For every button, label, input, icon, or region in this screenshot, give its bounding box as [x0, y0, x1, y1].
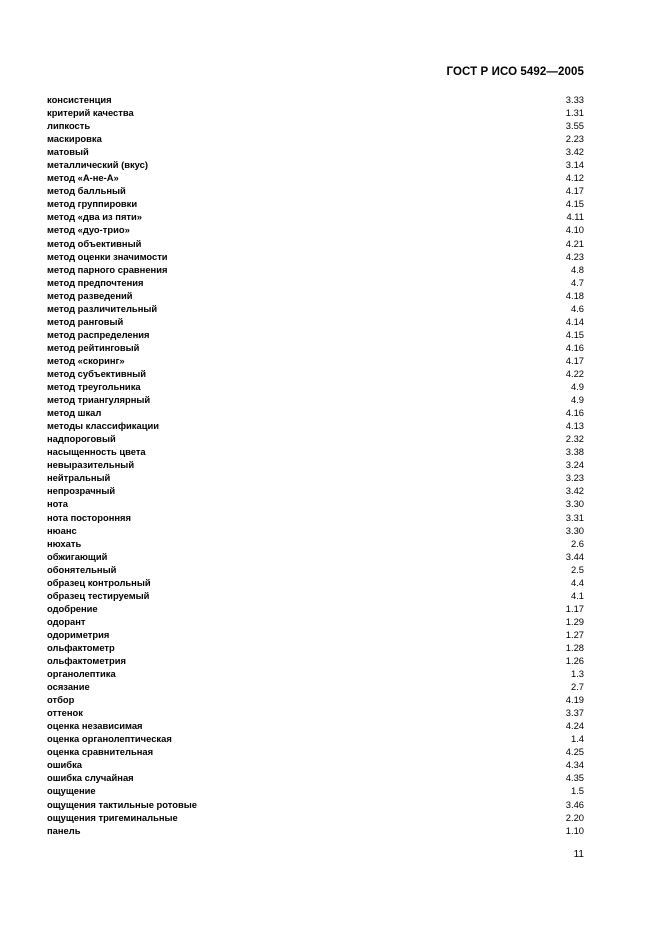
index-entry — [47, 158, 584, 171]
index-reference: 4.9 — [570, 381, 584, 393]
index-term: нейтральный — [47, 472, 111, 484]
index-reference: 4.13 — [565, 420, 584, 432]
index-entry — [47, 197, 584, 210]
index-term: метод предпочтения — [47, 276, 144, 288]
index-entry — [47, 615, 584, 628]
index-entry — [47, 824, 584, 837]
index-entry — [47, 276, 584, 289]
index-term: метод группировки — [47, 198, 138, 210]
index-term: метод «дуо-трио» — [47, 224, 130, 236]
index-reference: 1.27 — [565, 628, 584, 640]
index-entry — [47, 419, 584, 432]
index-entry — [47, 628, 584, 641]
index-reference: 4.8 — [570, 263, 584, 275]
index-term: метод различительный — [47, 302, 158, 314]
index-entry — [47, 693, 584, 706]
index-reference: 4.19 — [565, 694, 584, 706]
index-term: нота посторонняя — [47, 511, 131, 523]
index-entry — [47, 432, 584, 445]
index-term: метод «два из пяти» — [47, 211, 143, 223]
index-entry — [47, 263, 584, 276]
index-entry — [47, 602, 584, 615]
index-term: метод треугольника — [47, 381, 141, 393]
index-entry — [47, 406, 584, 419]
index-term: одориметрия — [47, 628, 110, 640]
index-reference: 3.42 — [565, 146, 584, 158]
index-term: метод объективный — [47, 237, 142, 249]
index-reference: 3.37 — [565, 707, 584, 719]
index-reference: 3.55 — [565, 120, 584, 132]
index-entry — [47, 771, 584, 784]
term-index-list — [47, 93, 584, 837]
index-reference: 4.23 — [565, 250, 584, 262]
index-reference: 4.1 — [570, 589, 584, 601]
index-term: образец контрольный — [47, 576, 151, 588]
index-term: невыразительный — [47, 459, 135, 471]
index-entry — [47, 445, 584, 458]
index-term: критерий качества — [47, 107, 134, 119]
index-entry — [47, 328, 584, 341]
index-entry — [47, 302, 584, 315]
index-entry — [47, 471, 584, 484]
index-reference: 3.23 — [565, 472, 584, 484]
index-reference: 4.16 — [565, 341, 584, 353]
index-entry — [47, 458, 584, 471]
index-entry — [47, 354, 584, 367]
index-entry — [47, 106, 584, 119]
index-reference: 3.30 — [565, 498, 584, 510]
index-term: липкость — [47, 120, 91, 132]
index-term: ощущения тактильные ротовые — [47, 798, 197, 810]
index-reference: 4.24 — [565, 720, 584, 732]
index-entry — [47, 537, 584, 550]
index-term: оценка сравнительная — [47, 746, 154, 758]
index-reference: 1.26 — [565, 655, 584, 667]
index-term: метод рейтинговый — [47, 341, 140, 353]
index-entry — [47, 811, 584, 824]
index-reference: 3.14 — [565, 159, 584, 171]
index-entry — [47, 641, 584, 654]
index-reference: 1.5 — [570, 785, 584, 797]
index-entry — [47, 484, 584, 497]
index-term: метод распределения — [47, 328, 150, 340]
index-term: обжигающий — [47, 550, 108, 562]
index-reference: 4.25 — [565, 746, 584, 758]
index-term: осязание — [47, 681, 90, 693]
index-reference: 3.30 — [565, 524, 584, 536]
index-term: органолептика — [47, 668, 116, 680]
index-term: ольфактометр — [47, 641, 115, 653]
index-entry — [47, 524, 584, 537]
index-entry — [47, 237, 584, 250]
index-reference: 3.31 — [565, 511, 584, 523]
index-entry — [47, 341, 584, 354]
index-term: ольфактометрия — [47, 655, 126, 667]
index-entry — [47, 367, 584, 380]
index-term: насыщенность цвета — [47, 446, 146, 458]
index-reference: 2.6 — [570, 537, 584, 549]
index-reference: 4.15 — [565, 198, 584, 210]
index-term: нюанс — [47, 524, 77, 536]
index-reference: 4.15 — [565, 328, 584, 340]
index-term: маскировка — [47, 133, 102, 145]
index-entry — [47, 145, 584, 158]
index-term: нюхать — [47, 537, 82, 549]
index-term: оценка независимая — [47, 720, 143, 732]
index-entry — [47, 250, 584, 263]
index-term: метод разведений — [47, 289, 133, 301]
index-entry — [47, 589, 584, 602]
index-term: метод балльный — [47, 185, 126, 197]
index-term: метод шкал — [47, 407, 102, 419]
index-entry — [47, 680, 584, 693]
standard-code: ГОСТ Р ИСО 5492—2005 — [446, 66, 584, 78]
index-term: метод оценки значимости — [47, 250, 168, 262]
index-term: консистенция — [47, 94, 112, 105]
index-entry — [47, 223, 584, 236]
index-term: надпороговый — [47, 433, 116, 445]
index-reference: 1.3 — [570, 668, 584, 680]
index-reference: 2.20 — [565, 811, 584, 823]
page-header — [446, 66, 584, 78]
index-entry — [47, 184, 584, 197]
index-reference: 4.12 — [565, 172, 584, 184]
index-reference: 4.17 — [565, 354, 584, 366]
index-entry — [47, 132, 584, 145]
index-reference: 4.7 — [570, 276, 584, 288]
index-term: метод «А-не-А» — [47, 172, 119, 184]
index-entry — [47, 93, 584, 106]
index-reference: 4.10 — [565, 224, 584, 236]
index-reference: 4.34 — [565, 759, 584, 771]
index-term: оценка органолептическая — [47, 733, 172, 745]
index-reference: 4.9 — [570, 394, 584, 406]
index-entry — [47, 667, 584, 680]
index-reference: 3.42 — [565, 485, 584, 497]
index-term: метод субъективный — [47, 367, 147, 379]
index-entry — [47, 745, 584, 758]
index-entry — [47, 315, 584, 328]
index-term: ошибка — [47, 759, 83, 771]
index-entry — [47, 719, 584, 732]
index-term: метод парного сравнения — [47, 263, 168, 275]
index-entry — [47, 210, 584, 223]
index-term: одобрение — [47, 602, 98, 614]
index-term: нота — [47, 498, 68, 510]
index-term: оттенок — [47, 707, 83, 719]
index-entry — [47, 784, 584, 797]
index-entry — [47, 171, 584, 184]
index-term: методы классификации — [47, 420, 159, 432]
index-term: метод ранговый — [47, 315, 124, 327]
index-entry — [47, 497, 584, 510]
index-term: обонятельный — [47, 563, 117, 575]
index-term: панель — [47, 824, 81, 836]
index-reference: 2.5 — [570, 563, 584, 575]
index-reference: 4.14 — [565, 315, 584, 327]
index-term: метод «скоринг» — [47, 354, 125, 366]
index-entry — [47, 289, 584, 302]
index-reference: 4.21 — [565, 237, 584, 249]
index-reference: 3.38 — [565, 446, 584, 458]
index-reference: 2.7 — [570, 681, 584, 693]
index-reference: 4.4 — [570, 576, 584, 588]
index-reference: 4.16 — [565, 407, 584, 419]
index-reference: 4.6 — [570, 302, 584, 314]
index-term: одорант — [47, 615, 86, 627]
index-reference: 3.33 — [565, 94, 584, 105]
index-reference: 4.11 — [566, 211, 584, 223]
index-reference: 1.10 — [565, 824, 584, 836]
index-reference: 3.24 — [565, 459, 584, 471]
index-entry — [47, 576, 584, 589]
index-term: образец тестируемый — [47, 589, 150, 601]
index-term: ощущение — [47, 785, 96, 797]
index-reference: 1.4 — [570, 733, 584, 745]
index-term: матовый — [47, 146, 89, 158]
index-entry — [47, 380, 584, 393]
index-reference: 2.23 — [565, 133, 584, 145]
index-entry — [47, 119, 584, 132]
index-term: металлический (вкус) — [47, 159, 148, 171]
index-entry — [47, 654, 584, 667]
index-reference: 4.17 — [565, 185, 584, 197]
index-reference: 2.32 — [565, 433, 584, 445]
index-reference: 1.31 — [565, 107, 584, 119]
index-entry — [47, 550, 584, 563]
index-reference: 1.17 — [565, 602, 584, 614]
index-entry — [47, 706, 584, 719]
index-reference: 4.22 — [565, 367, 584, 379]
index-reference: 3.44 — [565, 550, 584, 562]
index-reference: 4.18 — [565, 289, 584, 301]
index-reference: 3.46 — [565, 798, 584, 810]
index-term: ошибка случайная — [47, 772, 134, 784]
index-term: ощущения тригеминальные — [47, 811, 178, 823]
index-term: метод триангулярный — [47, 394, 151, 406]
index-term: отбор — [47, 694, 75, 706]
index-entry — [47, 758, 584, 771]
page-number: 11 — [573, 849, 584, 860]
index-reference: 1.28 — [565, 641, 584, 653]
index-entry — [47, 511, 584, 524]
index-reference: 1.29 — [565, 615, 584, 627]
index-entry — [47, 393, 584, 406]
index-entry — [47, 563, 584, 576]
index-term: непрозрачный — [47, 485, 116, 497]
index-entry — [47, 798, 584, 811]
index-entry — [47, 732, 584, 745]
index-reference: 4.35 — [565, 772, 584, 784]
